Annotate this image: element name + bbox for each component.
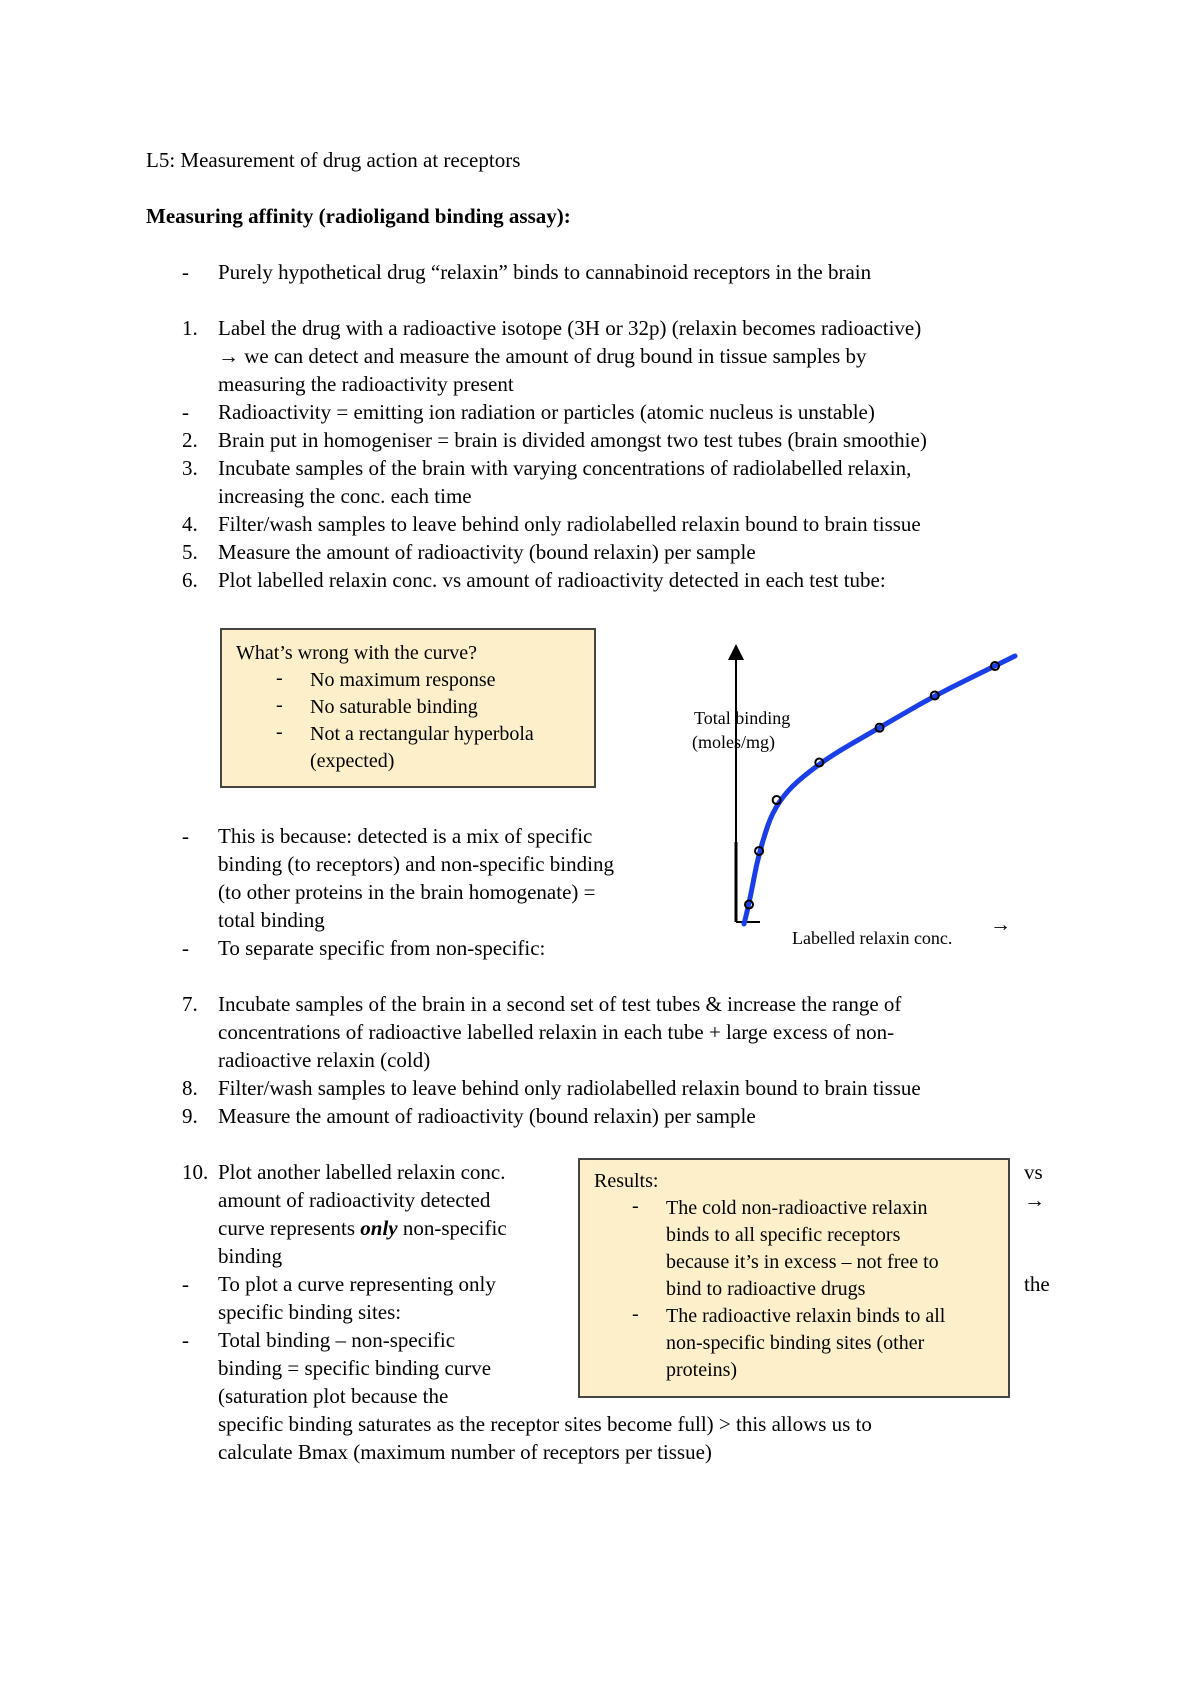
step-marker: 9. (182, 1104, 198, 1128)
step-3-line-2: increasing the conc. each time (218, 484, 472, 508)
result-1-line-2: binds to all specific receptors (666, 1224, 901, 1246)
result-2-line-2: non-specific binding sites (other (666, 1332, 925, 1354)
mix-explanation-line-3: (to other proteins in the brain homogenate) = (218, 880, 596, 904)
step-5: Measure the amount of radioactivity (bound relaxin) per sample (218, 540, 756, 564)
bullet-marker: - (182, 936, 189, 960)
page-title: L5: Measurement of drug action at receptors (146, 148, 521, 172)
box-title: What’s wrong with the curve? (236, 642, 478, 664)
saturation-line-5: calculate Bmax (maximum number of receptors per tissue) (218, 1440, 712, 1464)
mix-explanation-line-1: This is because: detected is a mix of specific (218, 824, 593, 848)
mix-explanation-line-4: total binding (218, 908, 325, 932)
bullet-marker: - (632, 1195, 639, 1217)
y-axis-label-line-2: (moles/mg) (692, 732, 775, 752)
total-binding-chart (660, 640, 1040, 950)
step-3-line-1: Incubate samples of the brain with varying concentrations of radiolabelled relaxin, (218, 456, 912, 480)
bullet-marker: - (182, 260, 189, 284)
bullet-marker: - (276, 721, 283, 743)
box-item: No maximum response (310, 669, 496, 691)
section-heading: Measuring affinity (radioligand binding assay): (146, 204, 571, 228)
step-7-line-3: radioactive relaxin (cold) (218, 1048, 431, 1072)
box-item: Not a rectangular hyperbola (310, 723, 534, 745)
step-4: Filter/wash samples to leave behind only radiolabelled relaxin bound to brain tissue (218, 512, 921, 536)
result-2-line-1: The radioactive relaxin binds to all (666, 1305, 946, 1327)
saturation-line-3: (saturation plot because the (218, 1384, 449, 1408)
step-10-line-2: amount of radioactivity detected (218, 1188, 491, 1212)
fit-curve (744, 656, 1015, 924)
step-1-line-3: measuring the radioactivity present (218, 372, 514, 396)
result-1-line-4: bind to radioactive drugs (666, 1278, 866, 1300)
radioactivity-definition: Radioactivity = emitting ion radiation or particles (atomic nucleus is unstable) (218, 400, 875, 424)
result-2-line-3: proteins) (666, 1359, 738, 1381)
step-marker: 1. (182, 316, 198, 340)
step-1-line-1: Label the drug with a radioactive isotope (3H or 32p) (relaxin becomes radioactive) (218, 316, 922, 340)
step-10-line-4: binding (218, 1244, 283, 1268)
bullet-marker: - (182, 824, 189, 848)
step-marker: 2. (182, 428, 198, 452)
step-7-line-1: Incubate samples of the brain in a second set of test tubes & increase the range of (218, 992, 902, 1016)
result-1-line-3: because it’s in excess – not free to (666, 1251, 939, 1273)
step-marker: 3. (182, 456, 198, 480)
step-1-line-2: → we can detect and measure the amount of drug bound in tissue samples by (218, 344, 867, 368)
step-2: Brain put in homogeniser = brain is divided amongst two test tubes (brain smoothie) (218, 428, 927, 452)
bullet-marker: - (276, 667, 283, 689)
data-points (745, 662, 999, 909)
bullet-marker: - (182, 1272, 189, 1296)
specific-curve-line-2: specific binding sites: (218, 1300, 402, 1324)
x-axis-label: Labelled relaxin conc. (792, 928, 953, 948)
step-10-line-1: Plot another labelled relaxin conc. (218, 1160, 506, 1184)
specific-curve-tail: the (1024, 1272, 1050, 1296)
step-marker: 7. (182, 992, 198, 1016)
curve-issues-box (220, 628, 596, 788)
step-10-line-1-tail: vs (1024, 1160, 1043, 1184)
saturation-line-4: specific binding saturates as the receptor sites become full) > this allows us to (218, 1412, 872, 1436)
specific-curve-line-1: To plot a curve representing only (218, 1272, 496, 1296)
step-7-line-2: concentrations of radioactive labelled relaxin in each tube + large excess of non- (218, 1020, 895, 1044)
step-10-line-3: curve represents only non-specific (218, 1216, 507, 1240)
x-axis-arrow-icon: → (990, 912, 1011, 936)
bullet-marker: - (632, 1303, 639, 1325)
arrow-icon: → (218, 344, 239, 368)
bullet-marker: - (276, 694, 283, 716)
arrow-icon: → (1024, 1188, 1045, 1212)
step-marker: 6. (182, 568, 198, 592)
step-8: Filter/wash samples to leave behind only radiolabelled relaxin bound to brain tissue (218, 1076, 921, 1100)
bullet-marker: - (182, 1328, 189, 1352)
box-item: No saturable binding (310, 696, 478, 718)
box-item: (expected) (310, 750, 395, 772)
result-1-line-1: The cold non-radioactive relaxin (666, 1197, 928, 1219)
step-marker: 4. (182, 512, 198, 536)
step-marker: 10. (182, 1160, 209, 1184)
box-title: Results: (594, 1170, 659, 1192)
step-marker: 8. (182, 1076, 198, 1100)
step-marker: - (182, 400, 189, 424)
results-box (578, 1158, 1010, 1398)
intro-bullet: Purely hypothetical drug “relaxin” binds to cannabinoid receptors in the brain (218, 260, 872, 284)
step-6: Plot labelled relaxin conc. vs amount of radioactivity detected in each test tube: (218, 568, 886, 592)
saturation-line-2: binding = specific binding curve (218, 1356, 492, 1380)
saturation-line-1: Total binding – non-specific (218, 1328, 456, 1352)
step-9: Measure the amount of radioactivity (bound relaxin) per sample (218, 1104, 756, 1128)
separate-heading: To separate specific from non-specific: (218, 936, 546, 960)
step-marker: 5. (182, 540, 198, 564)
mix-explanation-line-2: binding (to receptors) and non-specific binding (218, 852, 614, 876)
y-axis-label-line-1: Total binding (694, 708, 791, 728)
